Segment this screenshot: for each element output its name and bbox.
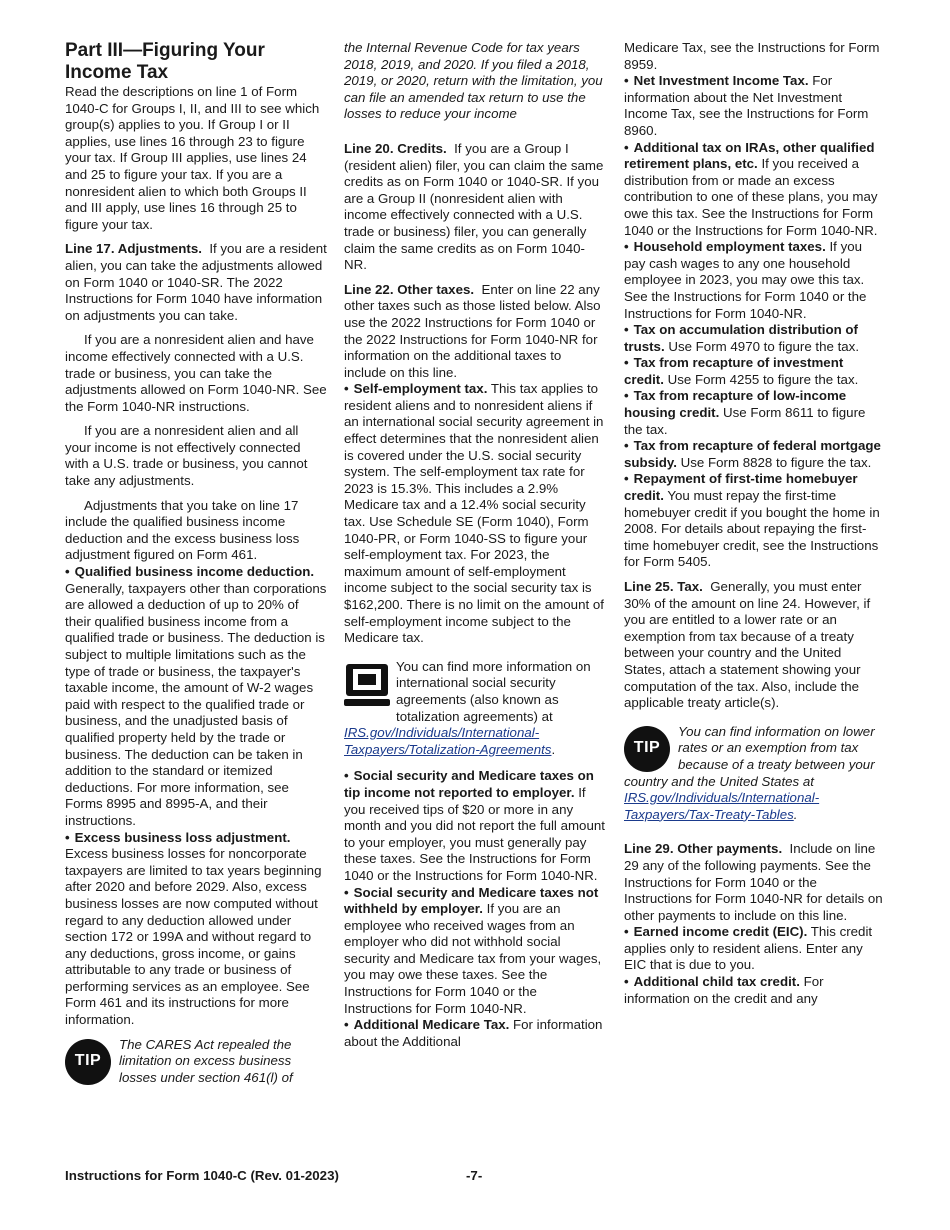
bullet-icon: •	[624, 322, 629, 338]
additional-medicare-continued: Medicare Tax, see the Instructions for Form 8959.	[624, 40, 880, 72]
line22-heading: Line 22. Other taxes.	[344, 281, 475, 297]
low-income-housing-bullet: • Tax from recapture of low-income housing credit. Use Form 8611 to figure the tax.	[624, 388, 866, 437]
cares-act-tip-text: The CARES Act repealed the limitation on excess business losses under section 461(l) of	[119, 1036, 293, 1085]
eic-bullet: • Earned income credit (EIC). This credit applies only to resident aliens. Enter any EIC that is due to you.	[624, 924, 873, 973]
treaty-tip	[624, 724, 886, 824]
line17-adjustments-include: Adjustments that you take on line 17 include the qualified business income deduction and the excess business loss adjustment figured on Form 461.	[65, 497, 300, 563]
line17-nonresident-effectively-connected: If you are a nonresident alien and have income effectively connected with a U.S. trade or business, you can take the adjustments allowed on Form 1040-NR. See the Form 1040-NR instructions.	[65, 332, 327, 414]
bullet-icon: •	[624, 355, 629, 371]
tip-icon: TIP	[65, 1039, 111, 1085]
qbi-bullet: • Qualified business income deduction. Generally, taxpayers other than corporations are allowed a deduction of up to 20% of their qualified business income from a qualified trade or business. The deduction is subject to multiple limitations such as the type of trade or business, the taxpayer's taxable income, the amount of W-2 wages paid with respect to the qualified trade or business, and the unadjusted basis of qualified property held by the trade or business. The deduction can be taken in addition to the standard or itemized deductions. For more information, see Forms 8995 and 8995-A, and their instructions.	[65, 564, 327, 828]
tax-treaty-tables-link[interactable]: IRS.gov/Individuals/International-Taxpayers/Tax-Treaty-Tables	[624, 790, 820, 822]
column-3	[624, 40, 886, 1007]
page-number: -7-	[466, 1168, 483, 1183]
bullet-icon: •	[344, 884, 349, 900]
ira-bullet: • Additional tax on IRAs, other qualified retirement plans, etc. If you received a distribution from or made an excess contribution to one of these plans, you may owe this tax. See the Instructions for Form 1040 or the Instructions for Form 1040-NR.	[624, 139, 878, 238]
ssm-tip-income-bullet: • Social security and Medicare taxes on tip income not reported to employer. If you received tips of $20 or more in any month and you did not report the full amount to your employer, you must generally pay these taxes. See the Instructions for Form 1040 or the Instructions for Form 1040-NR.	[344, 768, 605, 883]
bullet-icon: •	[624, 388, 629, 404]
actc-bullet: • Additional child tax credit. For information on the credit and any	[624, 974, 824, 1006]
cares-act-tip	[65, 1037, 327, 1087]
line17-heading: Line 17. Adjustments.	[65, 241, 202, 257]
computer-icon	[344, 663, 390, 707]
totalization-info-text: You can find more information on international social security agreements (also known as totalization agreements) at IRS.gov/Individuals/International-Taxpayers/Totalization-Agreements.	[344, 658, 591, 757]
bullet-icon: •	[65, 564, 70, 580]
additional-medicare-bullet: • Additional Medicare Tax. For information about the Additional	[344, 1017, 603, 1049]
bullet-icon: •	[344, 381, 349, 397]
nii-bullet: • Net Investment Income Tax. For information about the Net Investment Income Tax, see the Instructions for Form 8960.	[624, 73, 869, 138]
self-employment-bullet: • Self-employment tax. This tax applies to resident aliens and to nonresident aliens if an international social security agreement in effect determines that the nonresident alien is covered under the U.S. social security system. The self-employment tax rate for 2023 is 15.3%. This includes a 2.9% Medicare tax and a 12.4% social security tax. Use Schedule SE (Form 1040), Form 1040-PR, or Form 1040-SS to figure your self-employment tax. For 2023, the maximum amount of self-employment income subject to the social security tax is $162,200. There is no limit on the amount of self-employment income subject to the Medicare tax.	[344, 381, 604, 646]
treaty-tip-text: You can find information on lower rates or an exemption from tax because of a treaty between your country and the United States at IRS.gov/Individuals/International-Taxpayers/Tax-Treaty-Tables.	[624, 723, 875, 822]
line22-paragraph: Line 22. Other taxes. Enter on line 22 any other taxes such as those listed below. Also use the 2022 Instructions for Form 1040 or the 2022 Instructions for Form 1040-NR for information on the additional taxes to include on this line.	[344, 281, 601, 380]
investment-credit-bullet: • Tax from recapture of investment credit. Use Form 4255 to figure the tax.	[624, 355, 859, 387]
line29-paragraph: Line 29. Other payments. Include on line 29 any of the following payments. See the Instructions for Form 1040 or the Instructions for Form 1040-NR for details on other payments to include on this line.	[624, 841, 883, 923]
cares-act-tip-continued: the Internal Revenue Code for tax years 2018, 2019, and 2020. If you filed a 2018, 2019, or 2020, return with the limitation, you can file an amended tax return to use the losses to reduce your income	[344, 40, 603, 122]
bullet-icon: •	[624, 471, 629, 487]
bullet-icon: •	[624, 438, 629, 454]
mortgage-subsidy-bullet: • Tax from recapture of federal mortgage subsidy. Use Form 8828 to figure the tax.	[624, 438, 881, 470]
ssm-not-withheld-bullet: • Social security and Medicare taxes not withheld by employer. If you are an employee who received wages from an employer who did not withhold social security and Medicare tax from your wages, you may owe these taxes. See the Instructions for Form 1040 or the Instructions for Form 1040-NR.	[344, 884, 602, 1016]
line20-heading: Line 20. Credits.	[344, 140, 447, 156]
bullet-icon: •	[65, 829, 70, 845]
line29-heading: Line 29. Other payments.	[624, 841, 783, 857]
bullet-icon: •	[344, 1017, 349, 1033]
part-title: Part III—Figuring Your Income Tax	[65, 40, 265, 83]
intro-paragraph: Read the descriptions on line 1 of Form 1040-C for Groups I, II, and III to see which group(s) applies to you. If Group I or II applies, use lines 16 through 23 to figure your tax. If Group III applies, use lines 24 and 25 to figure your tax. If you are a nonresident alien to which both Groups II and III apply, use lines 16 through 25 to figure your tax.	[65, 84, 320, 232]
footer-form-title: Instructions for Form 1040-C (Rev. 01-2023)	[65, 1168, 339, 1183]
first-time-homebuyer-bullet: • Repayment of first-time homebuyer credit. You must repay the first-time homebuyer credit if you bought the home in 2008. For details about repaying the first-time homebuyer credit, see the Instructions for Form 5405.	[624, 471, 880, 570]
household-bullet: • Household employment taxes. If you pay cash wages to any one household employee in 2023, you may owe this tax. See the Instructions for Form 1040 or the Instructions for Form 1040-NR.	[624, 239, 867, 321]
totalization-info-note	[344, 659, 606, 759]
column-2	[344, 40, 606, 1050]
line17-paragraph: Line 17. Adjustments. If you are a resident alien, you can take the adjustments allowed on Form 1040 or 1040-SR. The 2022 Instructions for Form 1040 have information on adjustments you can take.	[65, 241, 327, 323]
bullet-icon: •	[624, 73, 629, 89]
tip-icon: TIP	[624, 726, 670, 772]
bullet-icon: •	[624, 139, 629, 155]
bullet-icon: •	[624, 974, 629, 990]
line25-paragraph: Line 25. Tax. Generally, you must enter 30% of the amount on line 24. However, if you are entitled to a lower rate or an exemption from tax because of a treaty between your country and the United States, attach a statement showing your computation of the tax. Also, include the applicable treaty article(s).	[624, 579, 871, 711]
bullet-icon: •	[344, 768, 349, 784]
bullet-icon: •	[624, 239, 629, 255]
line20-paragraph: Line 20. Credits. If you are a Group I (resident alien) filer, you can claim the same credits as on Form 1040 or 1040-SR. If you are a Group II (nonresident alien with income effectively connected with a U.S. trade or business) filer, you can generally claim the same credits as on Form 1040-NR.	[344, 140, 604, 273]
line17-nonresident-not-connected: If you are a nonresident alien and all your income is not effectively connected with a U.S. trade or business, you cannot take any adjustments.	[65, 423, 308, 489]
totalization-agreements-link[interactable]: IRS.gov/Individuals/International-Taxpayers/Totalization-Agreements	[344, 725, 552, 757]
line25-heading: Line 25. Tax.	[624, 579, 703, 594]
column-1	[65, 40, 327, 1086]
bullet-icon: •	[624, 924, 629, 940]
accumulation-bullet: • Tax on accumulation distribution of trusts. Use Form 4970 to figure the tax.	[624, 322, 860, 354]
ebl-bullet: • Excess business loss adjustment. Excess business losses for noncorporate taxpayers are limited to tax years beginning after 2020 and before 2029. Also, excess business losses are now computed without regard to any deduction allowed under section 172 or 199A and without regard to any deductions, gross income, or gains attributable to any trade or business of performing services as an employee. See Form 461 and its instructions for more information.	[65, 829, 322, 1028]
